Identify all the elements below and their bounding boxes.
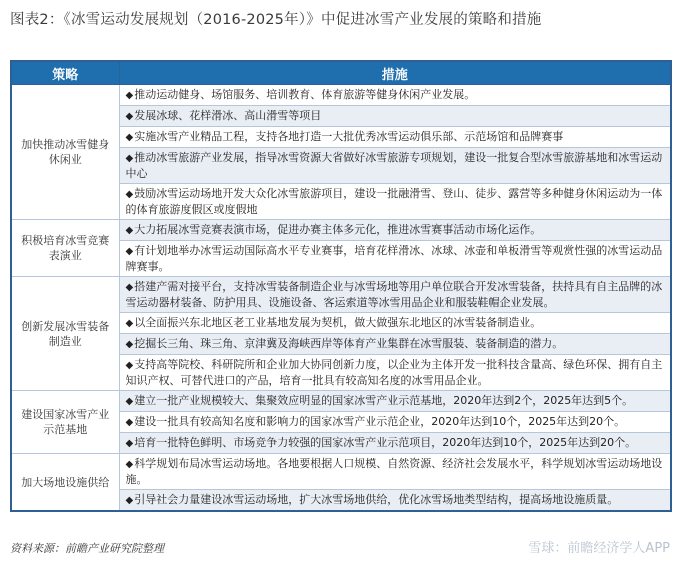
measure-text: 大力拓展冰雪竞赛表演市场，促进办赛主体多元化，推进冰雪赛事活动市场化运作。 xyxy=(134,223,542,236)
measure-text: 建设一批具有较高知名度和影响力的国家冰雪产业示范企业，2020年达到10个，2025年达到20个。 xyxy=(134,415,626,428)
measure-cell xyxy=(119,85,671,106)
strategy-cell: 加大场地设施供给 xyxy=(11,454,119,512)
measure-cell xyxy=(119,106,671,127)
measure-cell xyxy=(119,355,671,391)
measure-text: 挖掘长三角、珠三角、京津冀及海峡西岸等体育产业集群在冰雪服装、装备制造的潜力。 xyxy=(134,337,564,350)
diamond-bullet-icon: ◆ xyxy=(125,417,134,428)
diamond-bullet-icon: ◆ xyxy=(125,339,134,350)
table-body xyxy=(11,85,671,512)
table-header-row xyxy=(11,61,671,85)
measure-text: 鼓励冰雪运动场地开发大众化冰雪旅游项目，建设一批融滑雪、登山、徒步、露营等多种健身休闲运动为一体的体育旅游度假区或度假地 xyxy=(125,187,663,216)
measure-text: 搭建产需对接平台，支持冰雪装备制造企业与冰雪场地等用户单位联合开发冰雪装备，扶持具有自主品牌的冰雪运动器材装备、防护用具、设施设备、客运索道等冰雪用品企业和服装鞋帽企业发展。 xyxy=(125,280,663,309)
strategy-cell: 建设国家冰雪产业示范基地 xyxy=(11,391,119,454)
diamond-bullet-icon: ◆ xyxy=(125,318,134,329)
measure-cell xyxy=(119,433,671,454)
watermark: 雪球：前瞻经济学人APP xyxy=(528,541,670,556)
measure-text: 引导社会力量建设冰雪运动场地，扩大冰雪场地供给，优化冰雪场地类型结构，提高场地设施质量。 xyxy=(134,493,619,506)
strategy-cell: 创新发展冰雪装备制造业 xyxy=(11,277,119,391)
strategy-cell: 加快推动冰雪健身休闲业 xyxy=(11,85,119,220)
diamond-bullet-icon: ◆ xyxy=(125,360,134,371)
diamond-bullet-icon: ◆ xyxy=(125,396,134,407)
table-row xyxy=(11,454,671,490)
measure-text: 建立一批产业规模较大、集聚效应明显的国家冰雪产业示范基地，2020年达到2个，2025年达到5个。 xyxy=(134,394,634,407)
diamond-bullet-icon: ◆ xyxy=(125,111,134,122)
measure-cell xyxy=(119,277,671,313)
measure-cell xyxy=(119,313,671,334)
measure-cell xyxy=(119,127,671,148)
measure-cell xyxy=(119,412,671,433)
measure-cell xyxy=(119,454,671,490)
measure-text: 有计划地举办冰雪运动国际高水平专业赛事，培育花样滑冰、冰球、冰壶和单板滑雪等观赏性强的冰雪运动品牌赛事。 xyxy=(125,244,663,273)
diamond-bullet-icon: ◆ xyxy=(125,495,134,506)
diamond-bullet-icon: ◆ xyxy=(125,225,134,236)
strategy-table xyxy=(10,60,672,512)
diamond-bullet-icon: ◆ xyxy=(125,132,134,143)
diamond-bullet-icon: ◆ xyxy=(125,189,134,200)
measure-text: 实施冰雪产业精品工程，支持各地打造一大批优秀冰雪运动俱乐部、示范场馆和品牌赛事 xyxy=(134,130,564,143)
diamond-bullet-icon: ◆ xyxy=(125,90,134,101)
measure-text: 推动冰雪旅游产业发展，指导冰雪资源大省做好冰雪旅游专项规划，建设一批复合型冰雪旅游基地和冰雪运动中心 xyxy=(125,151,663,180)
header-strategy: 策略 xyxy=(11,61,119,85)
measure-cell xyxy=(119,220,671,241)
measure-text: 支持高等院校、科研院所和企业加大协同创新力度，以企业为主体开发一批科技含量高、绿色环保、拥有自主知识产权、可替代进口的产品，培育一批具有较高知名度的冰雪用品企业。 xyxy=(125,358,663,387)
measure-text: 推动运动健身、场馆服务、培训教育、体育旅游等健身休闲产业发展。 xyxy=(134,88,476,101)
header-measure: 措施 xyxy=(119,61,671,85)
measure-cell xyxy=(119,184,671,220)
measure-cell xyxy=(119,148,671,184)
table-row xyxy=(11,85,671,106)
measure-text: 发展冰球、花样滑冰、高山滑雪等项目 xyxy=(134,109,322,122)
page-title: 图表2：《冰雪运动发展规划（2016-2025年）》中促进冰雪产业发展的策略和措施 xyxy=(10,12,542,28)
measure-text: 以全面振兴东北地区老工业基地发展为契机，做大做强东北地区的冰雪装备制造业。 xyxy=(134,316,542,329)
table-row xyxy=(11,391,671,412)
strategy-cell: 积极培育冰雪竞赛表演业 xyxy=(11,220,119,277)
measure-cell xyxy=(119,241,671,277)
diamond-bullet-icon: ◆ xyxy=(125,282,134,293)
source-note: 资料来源：前瞻产业研究院整理 xyxy=(10,542,164,555)
diamond-bullet-icon: ◆ xyxy=(125,459,134,470)
diamond-bullet-icon: ◆ xyxy=(125,246,134,257)
measure-text: 科学规划布局冰雪运动场地。各地要根据人口规模、自然资源、经济社会发展水平，科学规划冰雪运动场地设施。 xyxy=(125,457,663,486)
measure-cell xyxy=(119,334,671,355)
table-row xyxy=(11,220,671,241)
measure-cell xyxy=(119,391,671,412)
diamond-bullet-icon: ◆ xyxy=(125,438,134,449)
measure-cell xyxy=(119,490,671,512)
table-row xyxy=(11,277,671,313)
diamond-bullet-icon: ◆ xyxy=(125,153,134,164)
measure-text: 培育一批特色鲜明、市场竞争力较强的国家冰雪产业示范项目，2020年达到10个，2025年达到20个。 xyxy=(134,436,637,449)
